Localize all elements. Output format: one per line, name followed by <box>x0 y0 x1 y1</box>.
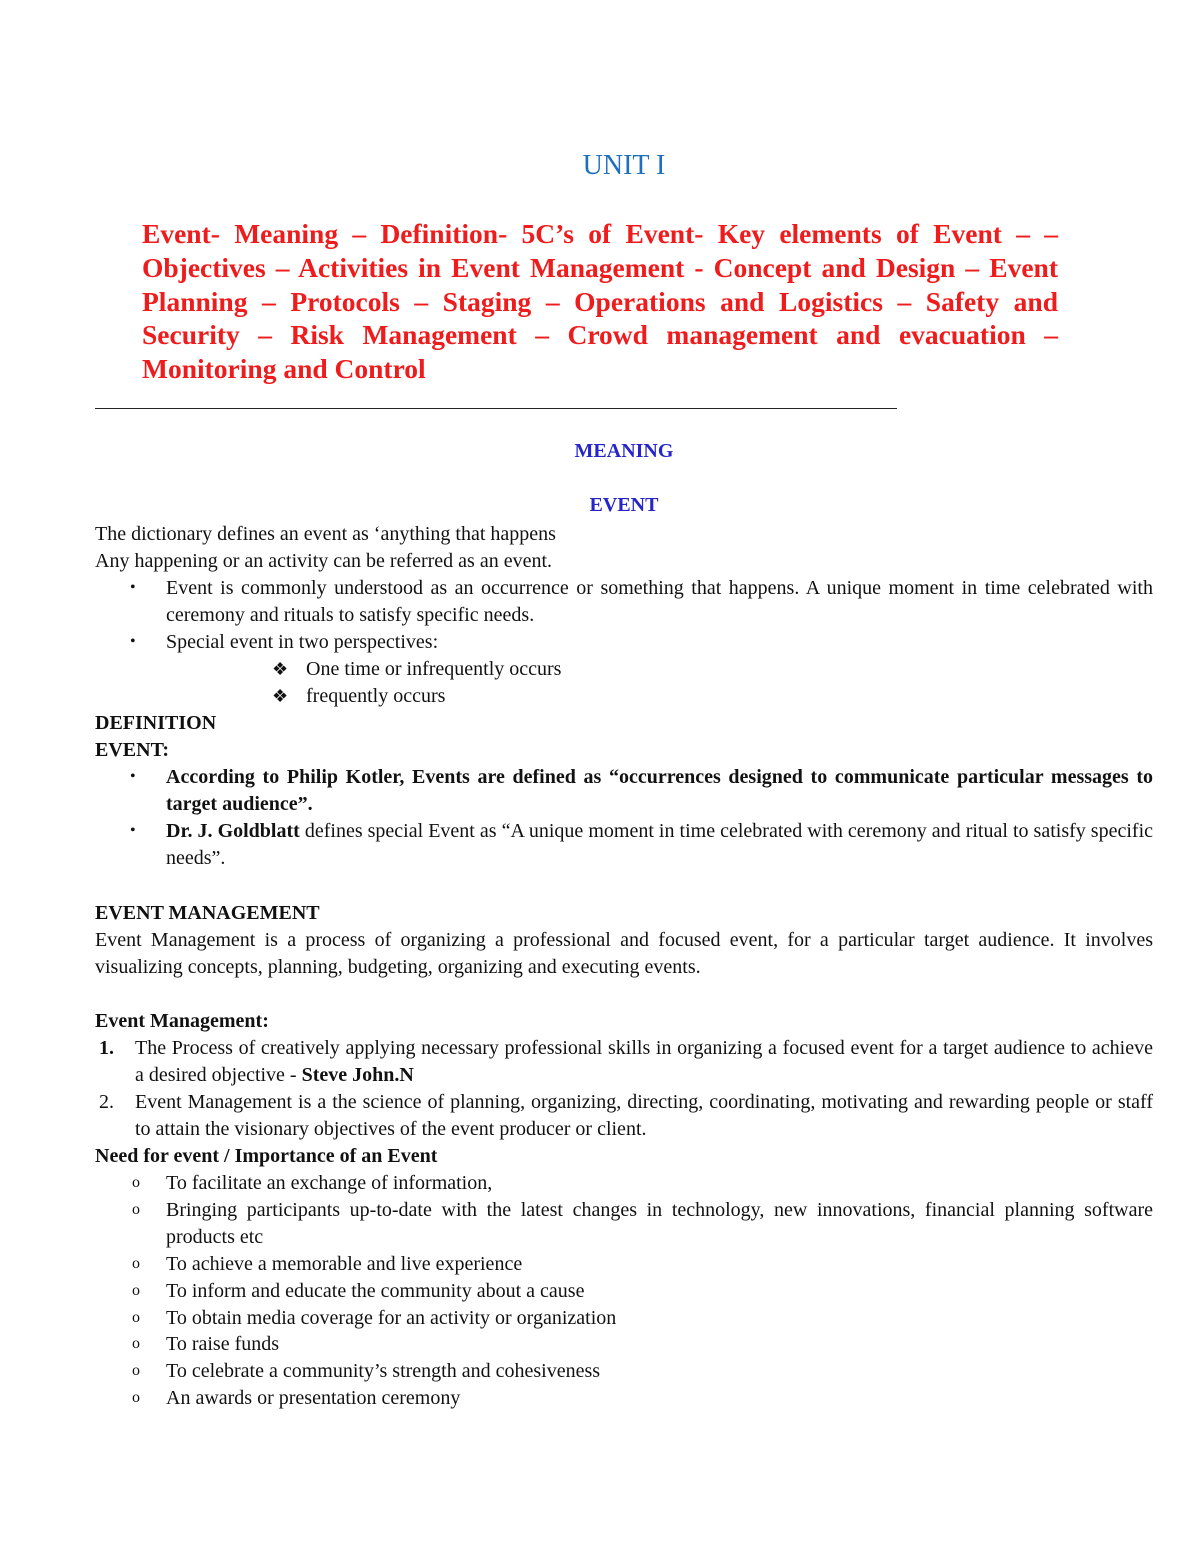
unit-title: UNIT I <box>582 150 666 181</box>
list-item <box>130 818 1153 872</box>
event-management-heading: EVENT MANAGEMENT <box>95 902 320 924</box>
event-management-definitions <box>99 1035 1153 1143</box>
steve-john-definition: The Process of creatively applying necessary professional skills in organizing a focused event for a target audience to achieve a desired objective - <box>135 1037 1153 1086</box>
definition-list <box>130 764 1153 872</box>
diamond-bullet-icon: ❖ <box>272 659 289 679</box>
list-item <box>130 764 1153 818</box>
circle-bullet-icon: o <box>132 1389 140 1407</box>
list-item <box>132 1251 1153 1278</box>
diamond-bullet-icon: ❖ <box>272 685 289 706</box>
list-item <box>130 629 1153 656</box>
list-item-text <box>135 1035 1153 1089</box>
list-item <box>132 1385 1153 1412</box>
list-number: 1. <box>99 1037 114 1059</box>
event-management-subheading: Event Management: <box>95 1010 269 1032</box>
circle-bullet-icon: o <box>132 1200 140 1218</box>
meaning-bullet-list <box>130 575 1153 656</box>
science-definition: Event Management is a the science of planning, organizing, directing, coordinating, motivating and rewarding people or staff to attain the visionary objectives of the event producer or client. <box>135 1090 1153 1140</box>
event-management-paragraph: Event Management is a process of organizing a professional and focused event, for a particular target audience. It involves visualizing concepts, planning, budgeting, organizing and executing events. <box>95 929 1153 978</box>
list-item <box>132 1278 1153 1305</box>
circle-bullet-icon: o <box>132 1174 140 1191</box>
happening-definition: Any happening or an activity can be referred as an event. <box>95 550 553 572</box>
bullet-icon: • <box>130 821 136 839</box>
circle-bullet-icon: o <box>132 1281 140 1299</box>
unit-topics: Event- Meaning – Definition- 5C’s of Event- Key elements of Event – – Objectives – Activities in Event Management - Concept and Design – Event Planning – Protocols – Staging – Operations and Logistics – Safety and Security – Risk Management – Crowd management and evacuation – Monitoring and Control <box>142 218 1058 385</box>
dictionary-definition: The dictionary defines an event as ‘anything that happens <box>95 523 556 545</box>
list-item <box>99 1035 1153 1089</box>
list-item <box>272 683 806 710</box>
goldblatt-name: Dr. J. Goldblatt <box>166 819 300 842</box>
circle-bullet-icon: o <box>132 1362 140 1380</box>
list-item <box>132 1358 1153 1385</box>
list-item-text <box>166 818 1153 872</box>
circle-bullet-icon: o <box>132 1308 140 1326</box>
circle-bullet-icon: o <box>132 1335 140 1353</box>
event-subheading: EVENT <box>589 494 659 516</box>
bullet-icon: • <box>130 632 136 650</box>
list-number: 2. <box>99 1090 114 1113</box>
list-item-text: An awards or presentation ceremony <box>166 1387 461 1410</box>
horizontal-rule <box>95 408 897 409</box>
list-item <box>272 656 806 683</box>
list-item-text: To achieve a memorable and live experience <box>166 1252 523 1275</box>
bullet-icon: • <box>130 768 136 785</box>
list-item <box>132 1197 1153 1251</box>
list-item-text: frequently occurs <box>306 684 446 707</box>
definition-event-subheading: EVENT: <box>95 739 170 761</box>
list-item-text: One time or infrequently occurs <box>306 658 562 680</box>
list-item-text: Special event in two perspectives: <box>166 630 439 653</box>
perspectives-list <box>272 656 806 710</box>
list-item-text: To raise funds <box>166 1333 280 1356</box>
meaning-heading: MEANING <box>574 440 674 462</box>
list-item-text <box>135 1089 1153 1143</box>
list-item-text: To celebrate a community’s strength and cohesiveness <box>166 1360 601 1383</box>
list-item <box>132 1331 1153 1358</box>
list-item-text: To facilitate an exchange of information, <box>166 1172 493 1194</box>
need-for-event-heading: Need for event / Importance of an Event <box>95 1145 438 1167</box>
list-item <box>130 575 1153 629</box>
list-item-text <box>166 764 1153 818</box>
goldblatt-definition: defines special Event as “A unique moment in time celebrated with ceremony and ritual to satisfy specific needs”. <box>166 819 1153 869</box>
definition-heading: DEFINITION <box>95 712 217 734</box>
list-item-text: Event is commonly understood as an occurrence or something that happens. A unique moment in time celebrated with ceremony and rituals to satisfy specific needs. <box>166 577 1153 626</box>
circle-bullet-icon: o <box>132 1254 140 1272</box>
kotler-definition: According to Philip Kotler, Events are defined as “occurrences designed to communicate particular messages to target audience”. <box>166 766 1153 815</box>
steve-john-author: Steve John.N <box>301 1063 414 1086</box>
list-item <box>132 1305 1153 1332</box>
list-item-text: To obtain media coverage for an activity or organization <box>166 1306 617 1329</box>
list-item <box>99 1089 1153 1143</box>
need-for-event-list <box>132 1170 1153 1412</box>
list-item-text: To inform and educate the community about a cause <box>166 1279 585 1302</box>
list-item <box>132 1170 1153 1197</box>
bullet-icon: • <box>130 579 136 596</box>
list-item-text: Bringing participants up-to-date with the latest changes in technology, new innovations, financial planning software products etc <box>166 1198 1153 1248</box>
